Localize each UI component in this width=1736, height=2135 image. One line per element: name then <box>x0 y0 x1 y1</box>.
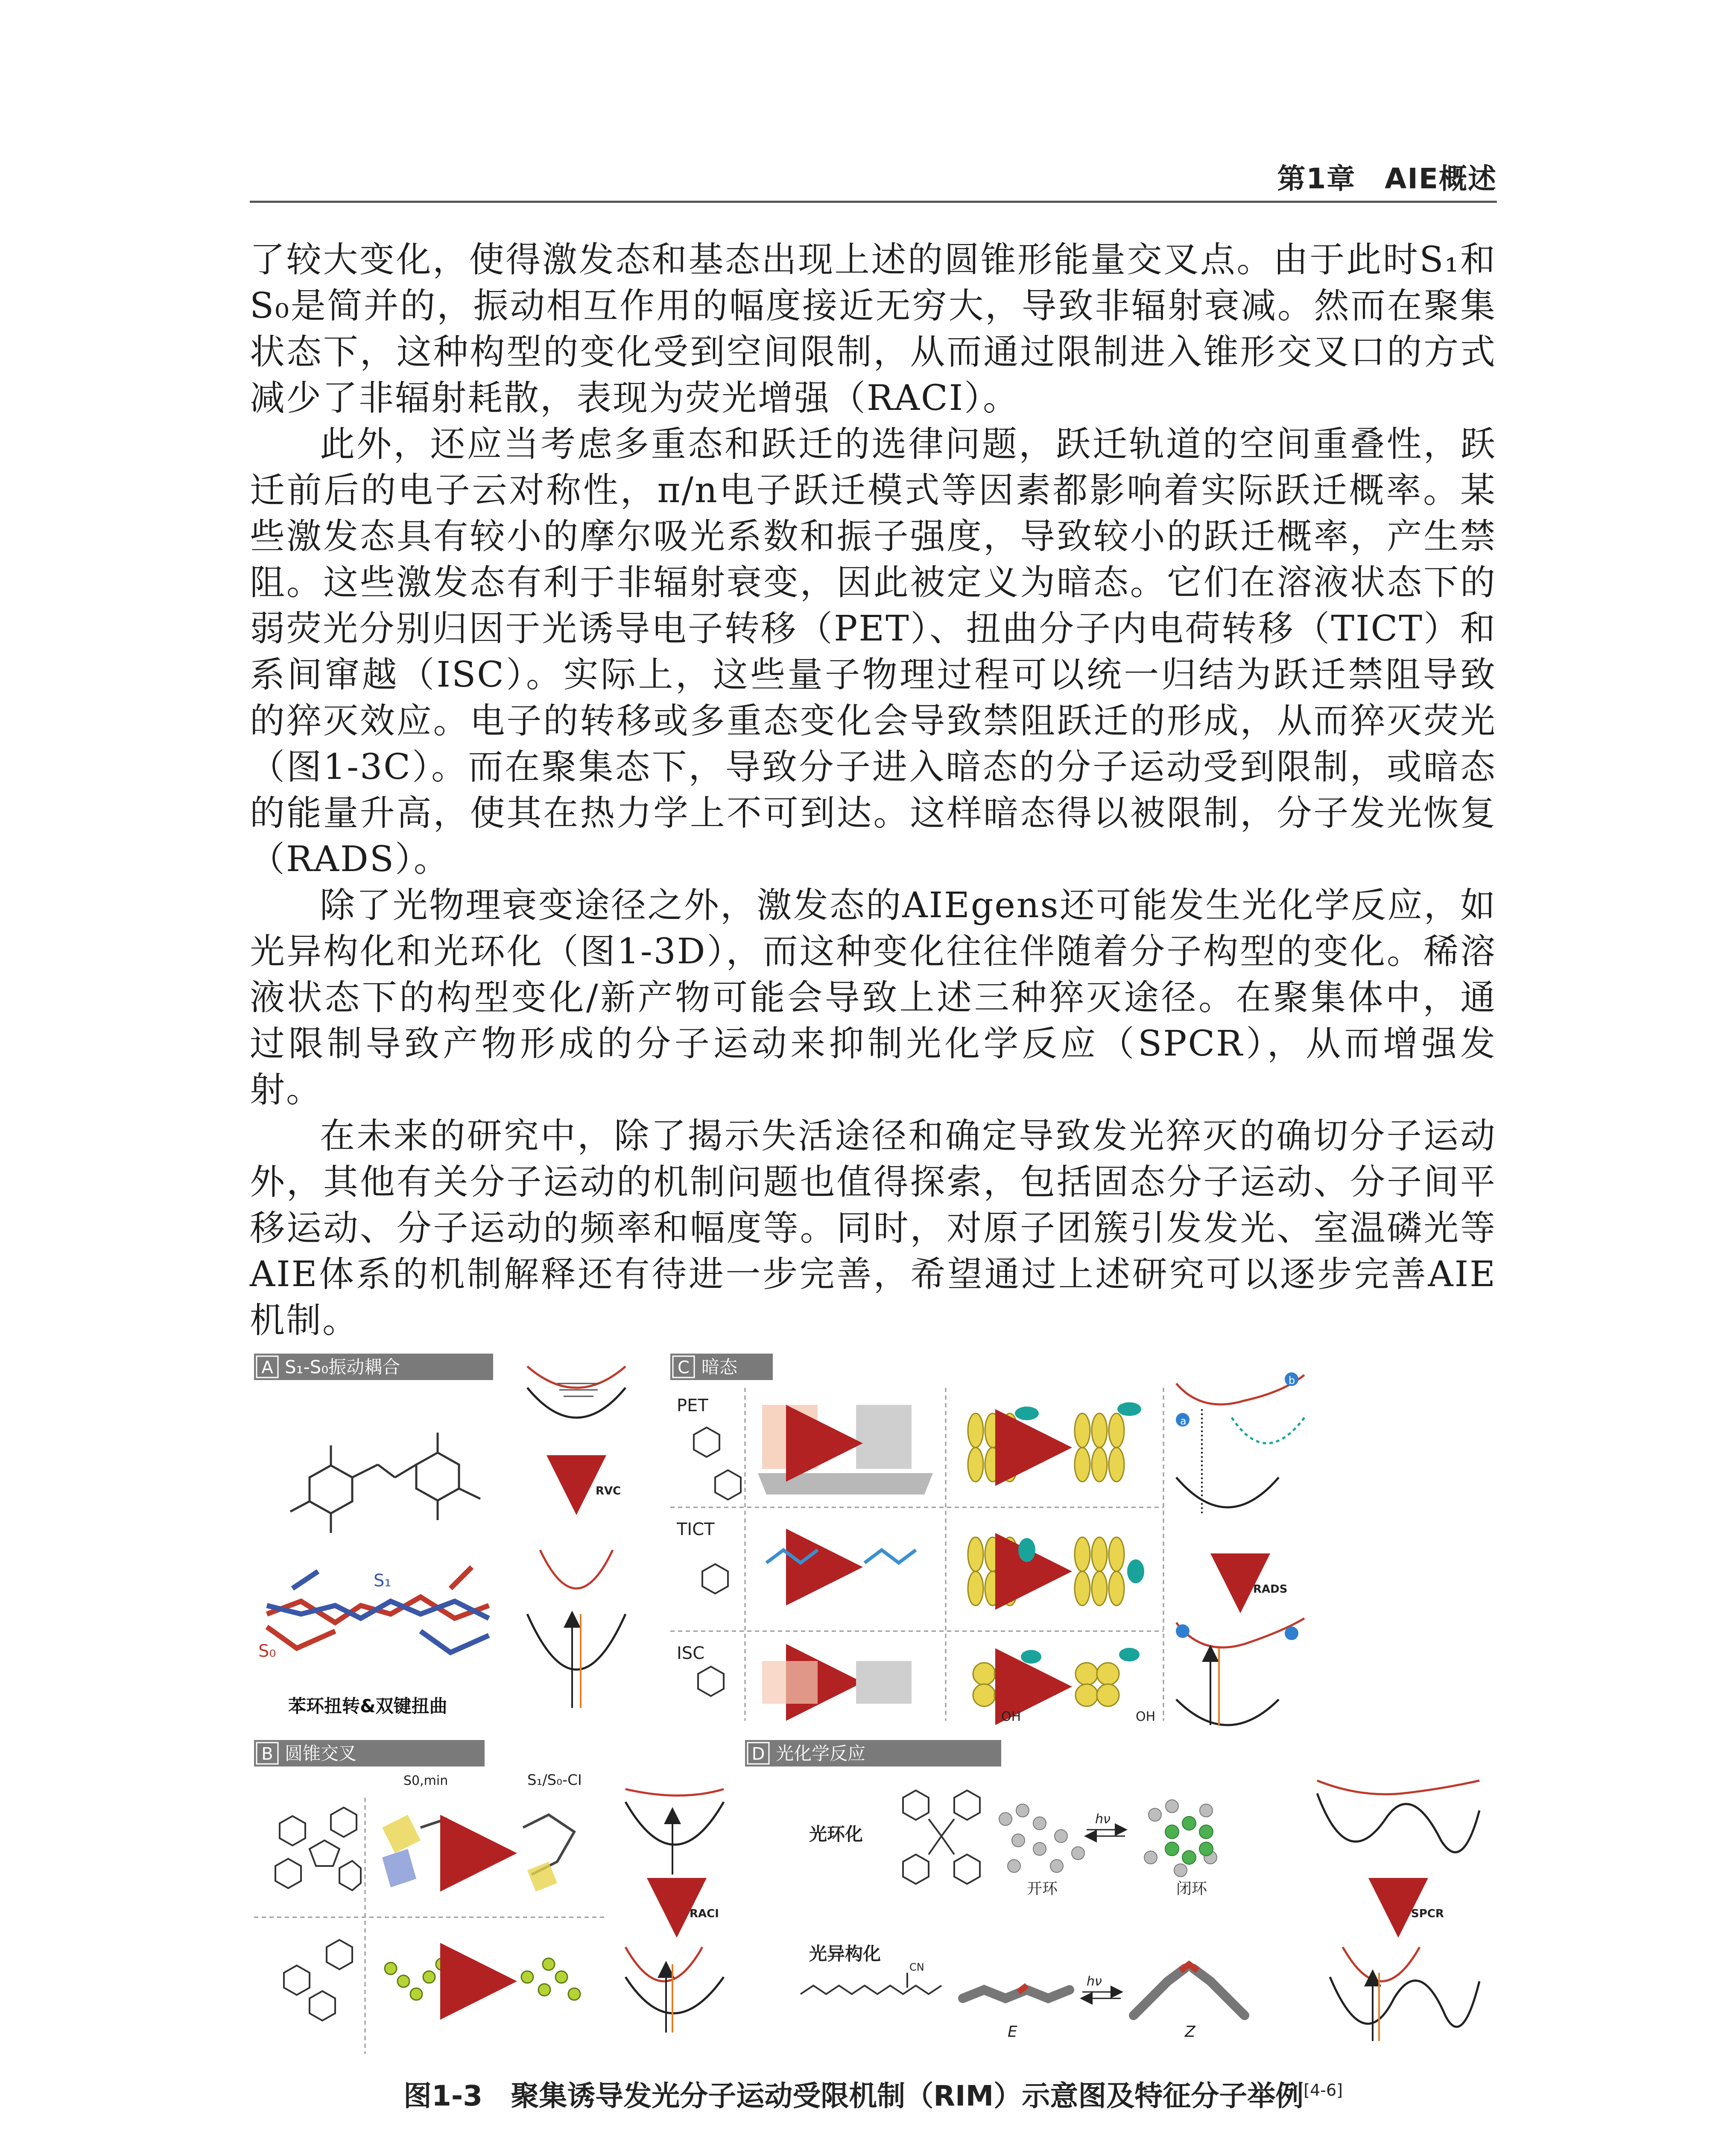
s0-label: S₀ <box>258 1641 276 1661</box>
panel-b-title: 圆锥交叉 <box>285 1743 357 1764</box>
panel-b-molecules <box>275 1807 361 2021</box>
spcr-label: SPCR <box>1411 1907 1444 1920</box>
figure-caption <box>250 2073 1496 2114</box>
panel-b-letter: B <box>261 1744 273 1764</box>
chapter-header: 第1章 AIE概述 <box>1277 162 1497 195</box>
photoisomerization-label: 光异构化 <box>809 1943 881 1964</box>
energy-diagram-d <box>1317 1781 1479 2041</box>
paragraph-4: 在未来的研究中，除了揭示失活途径和确定导致发光猝灭的确切分子运动外，其他有关分子运动的机制问题也值得探索，包括固态分子运动、分子间平移运动、分子运动的频率和幅度等。同时，对原子团簇引发发光、室温磷光等AIE体系的机制解释还有待进一步完善，希望通过上述研究可以逐步完善AIE机制。 <box>250 1116 1496 1341</box>
panel-c-orbitals <box>968 1413 1124 1706</box>
photocyclization-label: 光环化 <box>809 1824 863 1845</box>
panel-b-structures <box>382 1815 580 2000</box>
isc-label: ISC <box>677 1644 705 1663</box>
rads-label: RADS <box>1253 1583 1288 1596</box>
s1s0ci-label: S₁/S₀-CI <box>527 1772 582 1789</box>
figure-caption-ref: [4-6] <box>1303 2081 1343 2100</box>
panel-d-z-isomer <box>1134 1964 1245 2015</box>
panel-d <box>745 1740 1479 2041</box>
e-label: E <box>1008 2023 1017 2041</box>
panel-b <box>254 1740 724 2054</box>
panel-a-caption: 苯环扭转&双键扭曲 <box>288 1696 447 1717</box>
panel-a-letter: A <box>261 1358 273 1378</box>
molecule-a1 <box>290 1433 480 1533</box>
panel-c-letter: C <box>678 1358 690 1378</box>
s1-label: S₁ <box>374 1571 392 1591</box>
panel-d-molecule-2 <box>801 1973 941 1994</box>
panel-d-e-isomer <box>963 1986 1070 1998</box>
s0min-label: S0,min <box>403 1773 448 1788</box>
rvc-label: RVC <box>596 1485 621 1497</box>
hv-label-2: hν <box>1087 1974 1102 1989</box>
panel-d-letter: D <box>751 1744 765 1764</box>
pet-label: PET <box>677 1396 708 1416</box>
hv-label-1: hν <box>1095 1812 1111 1827</box>
panel-d-molecule-1 <box>903 1790 980 1884</box>
z-label: Z <box>1185 2023 1195 2041</box>
panel-c-structures <box>758 1405 933 1704</box>
panel-d-title: 光化学反应 <box>776 1743 866 1764</box>
raci-label: RACI <box>690 1907 719 1920</box>
paragraph-3: 除了光物理衰变途径之外，激发态的AIEgens还可能发生光化学反应，如光异构化和光环化（图1-3D），而这种变化往往伴随着分子构型的变化。稀溶液状态下的构型变化/新产物可能会导致上述三种猝灭途径。在聚集体中，通过限制导致产物形成的分子运动来抑制光化学反应（SPCR），从而增强发射。 <box>250 885 1496 1110</box>
panel-a-title: S₁-S₀振动耦合 <box>285 1357 400 1378</box>
body-text <box>250 237 1496 1344</box>
energy-diagram-a <box>527 1366 625 1708</box>
header-rule <box>250 201 1497 203</box>
closed-ring-label: 闭环 <box>1176 1880 1207 1898</box>
panel-d-3d-open <box>999 1804 1084 1872</box>
state-b-label: b <box>1289 1375 1295 1386</box>
figure-caption-text: 图1-3 聚集诱导发光分子运动受限机制（RIM）示意图及特征分子举例 <box>403 2079 1304 2112</box>
paragraph-2: 此外，还应当考虑多重态和跃迁的选律问题，跃迁轨道的空间重叠性，跃迁前后的电子云对称性，π/n电子跃迁模式等因素都影响着实际跃迁概率。某些激发态具有较小的摩尔吸光系数和振子强度，导致较小的跃迁概率，产生禁阻。这些激发态有利于非辐射衰变，因此被定义为暗态。它们在溶液状态下的弱荧光分别归因于光诱导电子转移（PET）、扭曲分子内电荷转移（TICT）和系间窜越（ISC）。实际上，这些量子物理过程可以统一归结为跃迁禁阻导致的猝灭效应。电子的转移或多重态变化会导致禁阻跃迁的形成，从而猝灭荧光（图1-3C）。而在聚集态下，导致分子进入暗态的分子运动受到限制，或暗态的能量升高，使其在热力学上不可到达。这样暗态得以被限制，分子发光恢复（RADS）。 <box>250 424 1496 880</box>
panel-c-title: 暗态 <box>701 1357 738 1378</box>
figure-1-3 <box>250 1349 1496 2062</box>
open-ring-label: 开环 <box>1027 1880 1058 1898</box>
cn-label: CN <box>909 1961 924 1973</box>
state-a-label: a <box>1180 1415 1187 1427</box>
oh-label-1: OH <box>1001 1709 1021 1724</box>
panel-c-orbital-arrows <box>1038 1448 1057 1687</box>
paragraph-1: 了较大变化，使得激发态和基态出现上述的圆锥形能量交叉点。由于此时S₁和S₀是简并的，振动相互作用的幅度接近无穷大，导致非辐射衰减。然而在聚集状态下，这种构型的变化受到空间限制，从而通过限制进入锥形交叉口的方式减少了非辐射耗散，表现为荧光增强（RACI）。 <box>250 240 1496 418</box>
tict-label: TICT <box>677 1520 715 1539</box>
panel-c <box>670 1354 1304 1725</box>
figure-canvas <box>250 1349 1496 2062</box>
panel-a <box>254 1354 625 1717</box>
energy-diagram-c <box>1176 1375 1304 1725</box>
panel-b-grid <box>254 1798 604 2054</box>
oh-label-2: OH <box>1136 1709 1156 1724</box>
